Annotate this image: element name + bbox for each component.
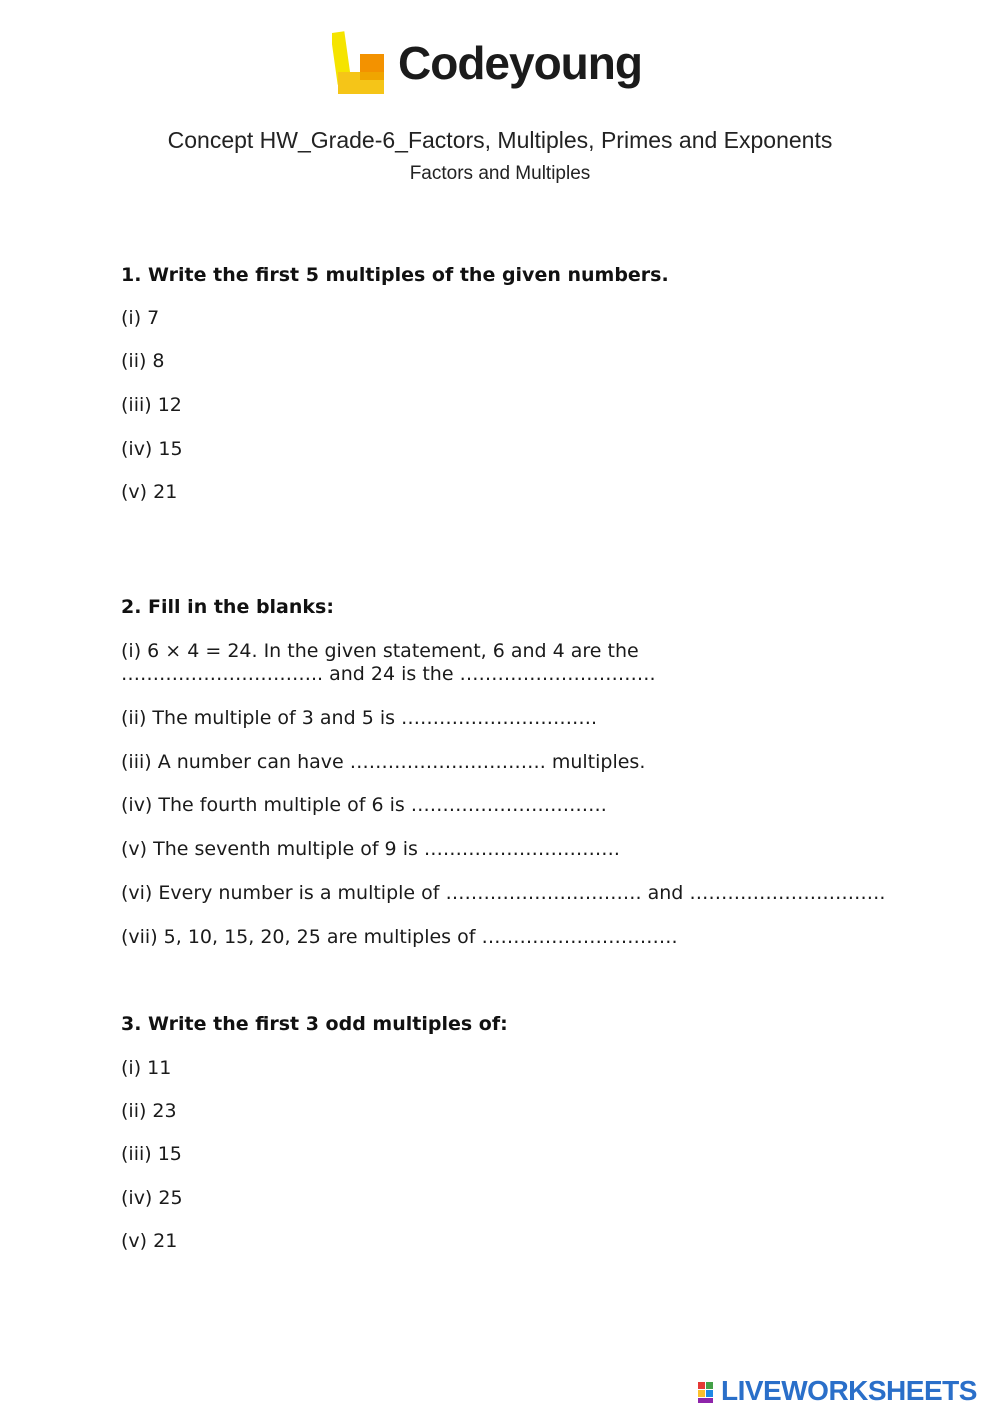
codeyoung-logo-icon (332, 24, 392, 96)
q2-item: (vii) 5, 10, 15, 20, 25 are multiples of …………………………. (121, 926, 678, 948)
q3-item: (ii) 23 (121, 1100, 177, 1122)
q2-item: (vi) Every number is a multiple of …………………………. and …………………………. (121, 882, 886, 904)
liveworksheets-text: LIVEWORKSHEETS (721, 1375, 977, 1406)
q3-item: (v) 21 (121, 1230, 178, 1252)
q1-item: (v) 21 (121, 481, 178, 503)
liveworksheets-watermark (697, 1377, 997, 1409)
q3-item: (iv) 25 (121, 1187, 183, 1209)
q2-item: (iv) The fourth multiple of 6 is …………………………. (121, 794, 607, 816)
q1-item: (i) 7 (121, 307, 160, 329)
q1-item: (iv) 15 (121, 438, 183, 460)
page-title: Concept HW_Grade-6_Factors, Multiples, Primes and Exponents (167, 127, 833, 153)
question-2-heading: 2. Fill in the blanks: (121, 596, 334, 618)
q3-item: (iii) 15 (121, 1143, 182, 1165)
q1-item: (ii) 8 (121, 350, 165, 372)
q2-item: (iii) A number can have …………………………. multiples. (121, 751, 646, 773)
q3-item: (i) 11 (121, 1057, 172, 1079)
liveworksheets-logo-icon (697, 1379, 723, 1405)
question-1-heading: 1. Write the first 5 multiples of the given numbers. (121, 264, 669, 286)
brand-name: Codeyoung (398, 37, 642, 89)
brand-logo (332, 24, 672, 104)
q1-item: (iii) 12 (121, 394, 182, 416)
q2-item: (ii) The multiple of 3 and 5 is …………………………. (121, 707, 598, 729)
q2-item: (i) 6 × 4 = 24. In the given statement, 6 and 4 are the ………………………….. and 24 is the …………………………. (121, 640, 656, 685)
question-3-heading: 3. Write the first 3 odd multiples of: (121, 1013, 508, 1035)
page-subtitle: Factors and Multiples (409, 163, 591, 184)
q2-item: (v) The seventh multiple of 9 is …………………………. (121, 838, 620, 860)
